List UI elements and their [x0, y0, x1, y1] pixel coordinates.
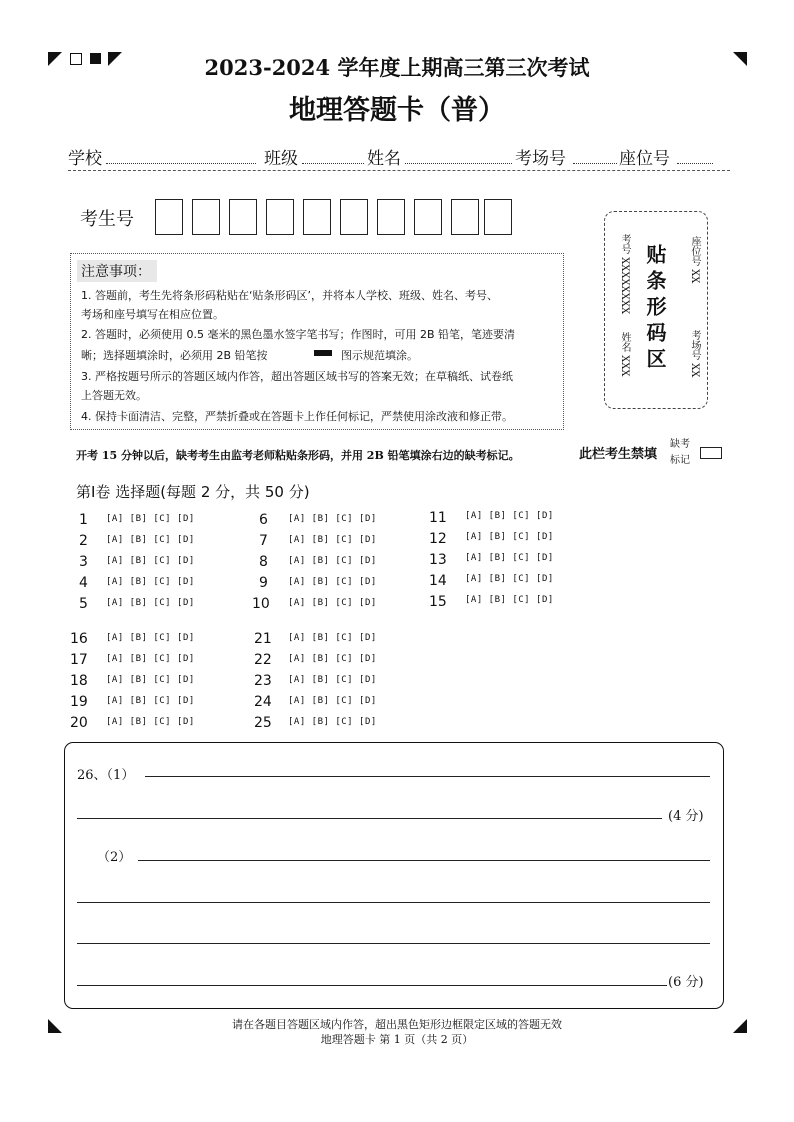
question-number: 8: [259, 554, 268, 570]
answer-line[interactable]: [138, 860, 710, 861]
answer-options[interactable]: [A] [B] [C] [D]: [288, 535, 377, 545]
answer-options[interactable]: [A] [B] [C] [D]: [465, 511, 554, 521]
answer-line[interactable]: [145, 776, 710, 777]
exam-number-box[interactable]: [414, 199, 442, 235]
answer-options[interactable]: [A] [B] [C] [D]: [465, 595, 554, 605]
question-number: 1: [79, 512, 88, 528]
question-number: 16: [70, 631, 88, 647]
question-number: 21: [254, 631, 272, 647]
absent-mark-label: 缺考标记: [670, 439, 690, 466]
exam-number-box[interactable]: [377, 199, 405, 235]
exam-number-box[interactable]: [192, 199, 220, 235]
answer-area-q26: [64, 742, 724, 1009]
question-number: 19: [70, 694, 88, 710]
question-number: 23: [254, 673, 272, 689]
answer-line[interactable]: [77, 943, 710, 944]
notice-box: [70, 253, 564, 430]
answer-options[interactable]: [A] [B] [C] [D]: [288, 633, 377, 643]
answer-options[interactable]: [A] [B] [C] [D]: [106, 633, 195, 643]
notice-title: 注意事项：: [77, 260, 157, 282]
answer-options[interactable]: [A] [B] [C] [D]: [288, 654, 377, 664]
barcode-room: 考场号 XX: [689, 330, 700, 378]
notice-line: 2. 答题时，必须使用 0.5 毫米的黑色墨水签字笔书写；作图时，可用 2B 铅笔，笔迹要清: [81, 328, 516, 341]
answer-options[interactable]: [A] [B] [C] [D]: [465, 532, 554, 542]
question-number: 9: [259, 575, 268, 591]
notice-line: 上答题无效。: [81, 389, 147, 402]
exam-number-box[interactable]: [303, 199, 331, 235]
divider-dashed: [68, 170, 730, 171]
barcode-area[interactable]: [604, 211, 708, 409]
answer-line[interactable]: [77, 818, 662, 819]
barcode-exam-no: 考号 XXXXXXXX: [619, 234, 630, 315]
barcode-title: 贴条形码区: [643, 244, 667, 374]
footer-warning: 请在各题目答题区域内作答，超出黑色矩形边框限定区域的答题无效: [232, 1018, 562, 1031]
exam-number-box[interactable]: [266, 199, 294, 235]
answer-options[interactable]: [A] [B] [C] [D]: [106, 654, 195, 664]
class-label: 班级: [264, 149, 298, 169]
filled-bubble-example-icon: [314, 350, 332, 356]
answer-options[interactable]: [A] [B] [C] [D]: [106, 514, 195, 524]
answer-options[interactable]: [A] [B] [C] [D]: [106, 717, 195, 727]
answer-line[interactable]: [77, 902, 710, 903]
question-number: 3: [79, 554, 88, 570]
notice-line: 1. 答题前，考生先将条形码粘贴在‘贴条形码区’，并将本人学校、班级、姓名、考号、: [81, 289, 498, 302]
answer-options[interactable]: [A] [B] [C] [D]: [288, 675, 377, 685]
seat-field[interactable]: [677, 163, 713, 164]
exam-number-box[interactable]: [484, 199, 512, 235]
answer-options[interactable]: [A] [B] [C] [D]: [288, 556, 377, 566]
question-number: 7: [259, 533, 268, 549]
exam-number-box[interactable]: [340, 199, 368, 235]
class-field[interactable]: [302, 163, 364, 164]
answer-options[interactable]: [A] [B] [C] [D]: [288, 696, 377, 706]
question-number: 5: [79, 596, 88, 612]
notice-line: 晰；选择题填涂时，必须用 2B 铅笔按: [81, 349, 268, 362]
answer-options[interactable]: [A] [B] [C] [D]: [465, 574, 554, 584]
card-subtitle: 地理答题卡（普）: [289, 95, 505, 126]
barcode-name: 姓名 XXX: [619, 332, 630, 377]
question-number: 17: [70, 652, 88, 668]
q26-part2-label: （2）: [97, 850, 132, 865]
answer-options[interactable]: [A] [B] [C] [D]: [106, 675, 195, 685]
answer-line[interactable]: [77, 985, 667, 986]
absent-rule-text: 开考 15 分钟以后，缺考考生由监考老师粘贴条形码，并用 2B 铅笔填涂右边的缺考标记。: [76, 449, 520, 462]
answer-options[interactable]: [A] [B] [C] [D]: [465, 553, 554, 563]
answer-options[interactable]: [A] [B] [C] [D]: [288, 514, 377, 524]
question-number: 24: [254, 694, 272, 710]
question-number: 22: [254, 652, 272, 668]
q26-part2-score: (6 分): [668, 975, 704, 990]
question-number: 13: [429, 552, 447, 568]
question-number: 20: [70, 715, 88, 731]
exam-room-field[interactable]: [573, 163, 617, 164]
notice-line: 图示规范填涂。: [341, 349, 418, 362]
question-number: 18: [70, 673, 88, 689]
answer-options[interactable]: [A] [B] [C] [D]: [106, 696, 195, 706]
exam-room-label: 考场号: [515, 149, 566, 169]
notice-line: 考场和座号填写在相应位置。: [81, 308, 224, 321]
question-number: 4: [79, 575, 88, 591]
school-field[interactable]: [106, 163, 256, 164]
answer-options[interactable]: [A] [B] [C] [D]: [106, 577, 195, 587]
answer-options[interactable]: [A] [B] [C] [D]: [288, 598, 377, 608]
school-label: 学校: [68, 149, 102, 169]
answer-options[interactable]: [A] [B] [C] [D]: [106, 556, 195, 566]
answer-options[interactable]: [A] [B] [C] [D]: [288, 577, 377, 587]
exam-title: 2023-2024 学年度上期高三第三次考试: [204, 55, 590, 80]
exam-number-box[interactable]: [229, 199, 257, 235]
footer-page: 地理答题卡 第 1 页（共 2 页）: [320, 1033, 474, 1046]
exam-number-label: 考生号: [80, 209, 134, 230]
answer-options[interactable]: [A] [B] [C] [D]: [106, 535, 195, 545]
name-field[interactable]: [405, 163, 512, 164]
question-number: 12: [429, 531, 447, 547]
notice-line: 3. 严格按题号所示的答题区域内作答，超出答题区域书写的答案无效；在草稿纸、试卷纸: [81, 370, 513, 383]
question-number: 2: [79, 533, 88, 549]
q26-part1-label: 26、（1）: [77, 768, 135, 783]
exam-number-box[interactable]: [451, 199, 479, 235]
exam-number-box[interactable]: [155, 199, 183, 235]
notice-line: 4. 保持卡面清洁、完整，严禁折叠或在答题卡上作任何标记，严禁使用涂改液和修正带。: [81, 410, 513, 423]
question-number: 11: [429, 510, 447, 526]
question-number: 15: [429, 594, 447, 610]
answer-options[interactable]: [A] [B] [C] [D]: [288, 717, 377, 727]
section-title: 第Ⅰ卷 选择题(每题 2 分，共 50 分): [76, 483, 310, 501]
question-number: 14: [429, 573, 447, 589]
barcode-seat: 座位号 XX: [689, 236, 700, 284]
question-number: 10: [252, 596, 270, 612]
q26-part1-score: (4 分): [668, 809, 704, 824]
question-number: 25: [254, 715, 272, 731]
seat-label: 座位号: [619, 149, 670, 169]
name-label: 姓名: [367, 149, 401, 169]
absent-mark-box[interactable]: [700, 447, 722, 459]
question-number: 6: [259, 512, 268, 528]
answer-options[interactable]: [A] [B] [C] [D]: [106, 598, 195, 608]
forbid-label: 此栏考生禁填: [579, 447, 658, 462]
